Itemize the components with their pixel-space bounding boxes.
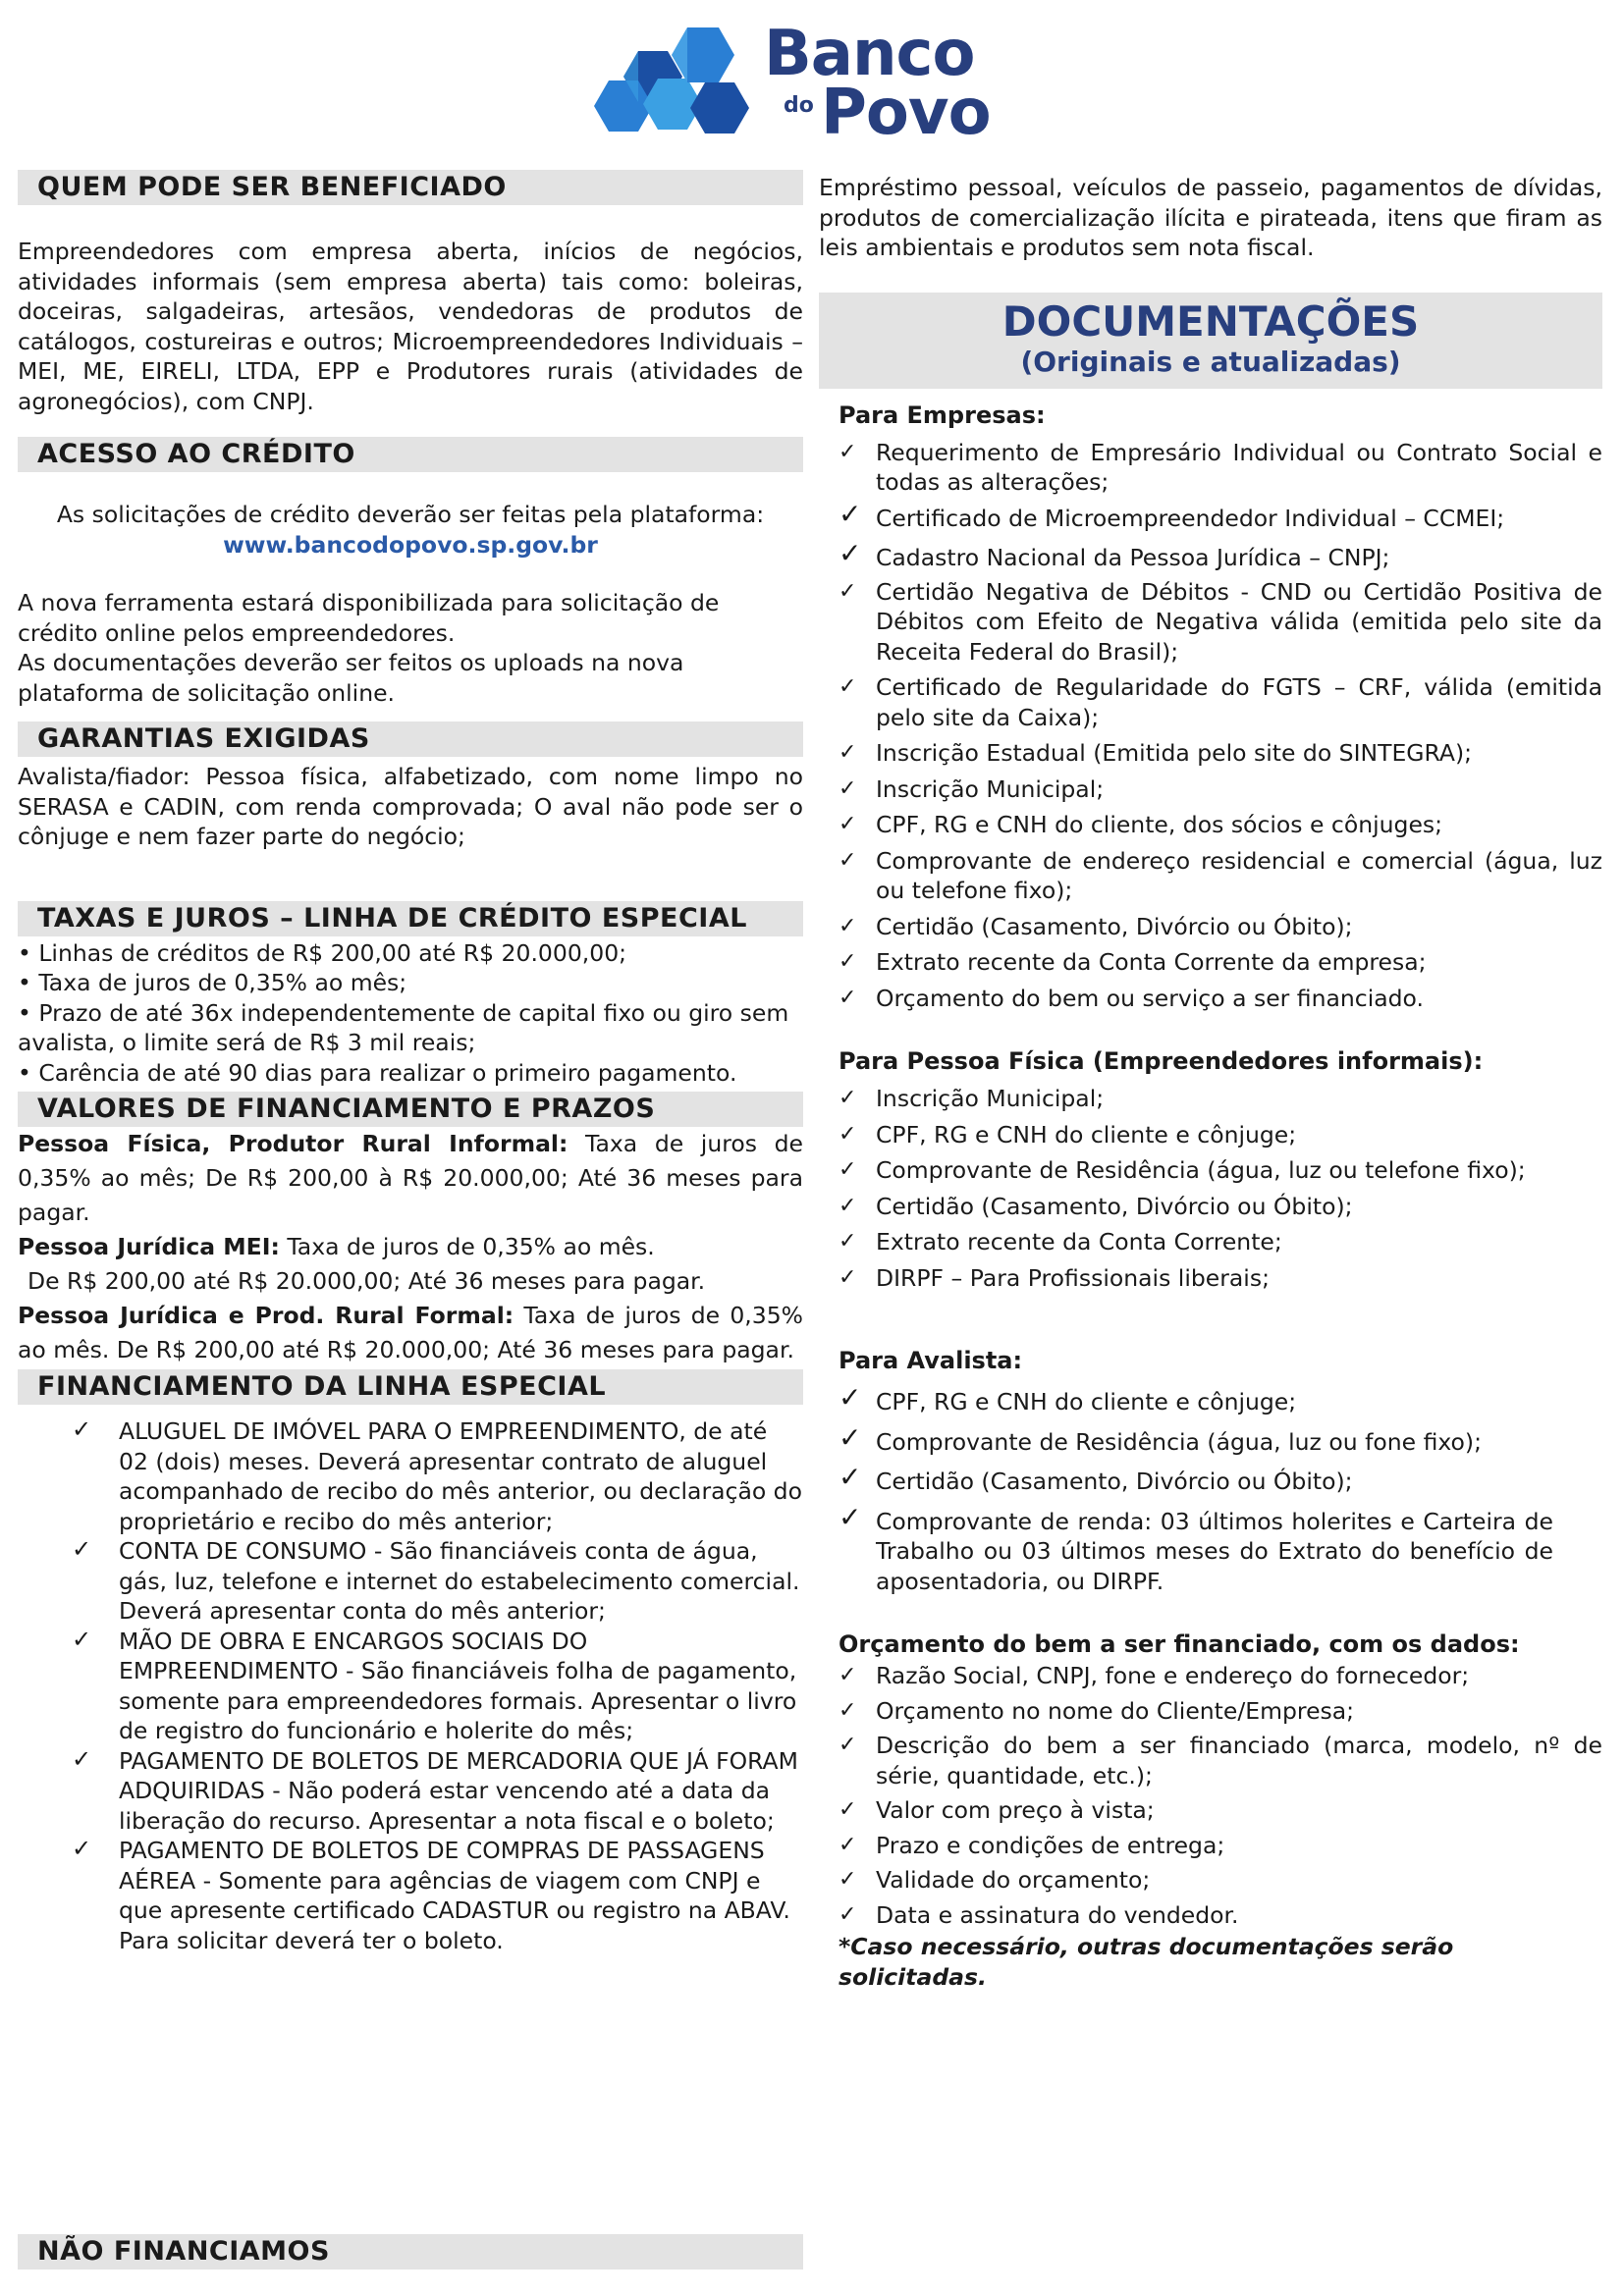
valores-pf-text: Taxa de juros de 0,35% ao mês; De R$ 200,00 à R$ 20.000,00; Até 36 meses para pagar. — [18, 1130, 804, 1226]
documentacoes-header — [819, 293, 1602, 389]
check-icon: ✓ — [839, 1733, 857, 1757]
avalista-item-text: Comprovante de renda: 03 últimos holerites e Carteira de Trabalho ou 03 últimos meses do Extrato do benefício de aposentadoria, ou DIRPF. — [876, 1507, 1553, 1595]
financiamento-list — [18, 1416, 803, 1955]
list-item — [839, 1795, 1602, 1826]
list-item — [72, 1836, 803, 1955]
right-column — [819, 173, 1602, 1992]
list-item — [839, 438, 1602, 498]
taxas-item: • Prazo de até 36x independentemente de capital fixo ou giro sem avalista, o limite será de R$ 3 mil reais; — [18, 998, 789, 1056]
section-header-nao-financiamos: NÃO FINANCIAMOS — [18, 2234, 803, 2269]
list-item — [839, 1084, 1602, 1114]
list-item — [839, 984, 1602, 1014]
list-item — [839, 1263, 1602, 1294]
check-icon: ✓ — [839, 1193, 857, 1218]
empresas-item-text: Inscrição Estadual (Emitida pelo site do SINTEGRA); — [876, 739, 1473, 767]
list-item — [839, 1381, 1602, 1417]
valores-mei-text: Taxa de juros de 0,35% ao mês. — [279, 1233, 655, 1260]
acesso-text-1: A nova ferramenta estará disponibilizada para solicitação de crédito online pelos empreendedores. — [18, 589, 720, 647]
financiamento-item-text: CONTA DE CONSUMO - São financiáveis conta de água, gás, luz, telefone e internet do estabelecimento comercial. Deverá apresentar conta do mês anterior; — [119, 1537, 800, 1625]
check-icon: ✓ — [839, 913, 857, 938]
avalista-list — [839, 1381, 1602, 1596]
check-icon: ✓ — [839, 949, 857, 974]
brand-name-povo: Povo — [821, 77, 991, 149]
empresas-item-text: Extrato recente da Conta Corrente da empresa; — [876, 948, 1427, 976]
list-item — [839, 1661, 1602, 1691]
list-item — [839, 1831, 1602, 1861]
check-icon: ✓ — [839, 497, 862, 530]
documentacoes-title: DOCUMENTAÇÕES — [1001, 296, 1420, 346]
acesso-text-2: As documentações deverão ser feitos os uploads na nova plataforma de solicitação online. — [18, 649, 684, 707]
list-item — [839, 537, 1602, 573]
list-item — [839, 672, 1602, 732]
list-item — [839, 912, 1602, 942]
taxas-item: • Linhas de créditos de R$ 200,00 até R$ 20.000,00; — [18, 938, 627, 967]
check-icon: ✓ — [839, 1697, 857, 1723]
check-icon: ✓ — [839, 1381, 862, 1414]
financiamento-item-text: ALUGUEL DE IMÓVEL PARA O EMPREENDIMENTO, de até 02 (dois) meses. Deverá apresentar contrato de aluguel acompanhado de recibo do mês anterior, ou declaração do proprietário e recibo do mês anterior; — [119, 1417, 802, 1535]
valores-mei — [18, 1230, 803, 1264]
valores-pf — [18, 1127, 803, 1230]
documentacoes-subtitle: (Originais e atualizadas) — [1020, 345, 1401, 378]
check-icon: ✓ — [839, 740, 857, 765]
orcamento-item-text: Orçamento no nome do Cliente/Empresa; — [876, 1696, 1355, 1725]
valores-mei-label: Pessoa Jurídica MEI: — [18, 1233, 280, 1260]
brand-name-do: do — [784, 93, 814, 118]
list-item — [839, 1900, 1602, 1931]
empresas-list — [839, 438, 1602, 1014]
avalista-item-text: CPF, RG e CNH do cliente e cônjuge; — [876, 1388, 1297, 1415]
empresas-item-text: Certidão (Casamento, Divórcio ou Óbito); — [876, 912, 1353, 940]
empresas-item-text: Requerimento de Empresário Individual ou Contrato Social e todas as alterações; — [876, 438, 1602, 496]
check-icon: ✓ — [72, 1744, 92, 1773]
pf-item-text: Inscrição Municipal; — [876, 1085, 1105, 1112]
check-icon: ✓ — [839, 1264, 857, 1290]
financiamento-item-text: PAGAMENTO DE BOLETOS DE COMPRAS DE PASSAGENS AÉREA - Somente para agências de viagem com CNPJ e que apresente certificado CADASTUR ou registro na ABAV. Para solicitar deverá ter o boleto. — [119, 1837, 790, 1954]
check-icon: ✓ — [72, 1835, 92, 1862]
empresas-item-text: Cadastro Nacional da Pessoa Jurídica – CNPJ; — [876, 544, 1390, 571]
pf-item-text: DIRPF – Para Profissionais liberais; — [876, 1263, 1270, 1292]
empresas-item-text: Comprovante de endereço residencial e comercial (água, luz ou telefone fixo); — [876, 846, 1602, 904]
section-header-valores: VALORES DE FINANCIAMENTO E PRAZOS — [18, 1092, 803, 1127]
check-icon: ✓ — [839, 1867, 857, 1892]
garantias-text: Avalista/fiador: Pessoa física, alfabetizado, com nome limpo no SERASA e CADIN, com renda comprovada; O aval não pode ser o cônjuge e nem fazer parte do negócio; — [18, 763, 803, 850]
taxas-item: • Taxa de juros de 0,35% ao mês; — [18, 969, 407, 996]
check-icon: ✓ — [839, 1797, 857, 1822]
check-icon: ✓ — [839, 812, 857, 836]
check-icon: ✓ — [839, 1500, 862, 1533]
orcamento-item-text: Data e assinatura do vendedor. — [876, 1900, 1239, 1929]
list-item — [839, 738, 1602, 769]
valores-mei-text-2: De R$ 200,00 até R$ 20.000,00; Até 36 meses para pagar. — [27, 1267, 706, 1295]
section-header-acesso: ACESSO AO CRÉDITO — [18, 437, 803, 472]
taxas-item: • Carência de até 90 dias para realizar o primeiro pagamento. — [18, 1058, 737, 1087]
brand-name-banco: Banco — [764, 18, 975, 90]
check-icon: ✓ — [839, 1420, 862, 1454]
empresas-item-text: Certificado de Regularidade do FGTS – CRF, válida (emitida pelo site da Caixa); — [876, 673, 1602, 731]
pf-item-text: Comprovante de Residência (água, luz ou telefone fixo); — [876, 1156, 1526, 1184]
list-item — [839, 1227, 1602, 1257]
list-item — [839, 1865, 1602, 1896]
avalista-heading: Para Avalista: — [839, 1347, 1023, 1374]
check-icon: ✓ — [839, 847, 857, 873]
pf-heading: Para Pessoa Física (Empreendedores informais): — [839, 1047, 1484, 1075]
list-item — [839, 810, 1602, 840]
check-icon: ✓ — [72, 1625, 92, 1653]
financiamento-item-text: PAGAMENTO DE BOLETOS DE MERCADORIA QUE JÁ FORAM ADQUIRIDAS - Não poderá estar vencendo até a data da liberação do recurso. Apresentar a nota fiscal e o boleto; — [119, 1746, 798, 1835]
check-icon: ✓ — [839, 775, 857, 801]
pf-item-text: Extrato recente da Conta Corrente; — [876, 1228, 1282, 1255]
list-item — [839, 1192, 1602, 1222]
quem-text: Empreendedores com empresa aberta, inícios de negócios, atividades informais (sem empresa aberta) tais como: boleiras, doceiras, salgadeiras, artesãos, vendedoras de produtos de catálogos, costureiras e outros; Microempreendedores Individuais – MEI, ME, EIRELI, LTDA, EPP e Produtores rurais (atividades de agronegócios), com CNPJ. — [18, 238, 803, 415]
nao-financiamos-text: Empréstimo pessoal, veículos de passeio, pagamentos de dívidas, produtos de comercialização ilícita e pirateada, itens que firam as leis ambientais e produtos sem nota fiscal. — [819, 174, 1602, 261]
empresas-item-text: Certificado de Microempreendedor Individual – CCMEI; — [876, 504, 1505, 532]
list-item — [839, 947, 1602, 978]
check-icon: ✓ — [839, 1663, 857, 1687]
footnote: *Caso necessário, outras documentações serão solicitadas. — [839, 1933, 1454, 1991]
valores-pf-label: Pessoa Física, Produtor Rural Informal: — [18, 1130, 568, 1157]
list-item — [839, 1696, 1602, 1727]
valores-pj-label: Pessoa Jurídica e Prod. Rural Formal: — [18, 1302, 514, 1329]
check-icon: ✓ — [839, 1461, 862, 1493]
section-header-garantias: GARANTIAS EXIGIDAS — [18, 721, 803, 757]
orcamento-item-text: Valor com preço à vista; — [876, 1796, 1155, 1824]
list-item — [839, 1120, 1602, 1150]
empresas-item-text: Orçamento do bem ou serviço a ser financiado. — [876, 984, 1424, 1012]
check-icon: ✓ — [839, 1901, 857, 1927]
check-icon: ✓ — [72, 1415, 92, 1443]
empresas-heading: Para Empresas: — [839, 400, 1046, 429]
list-item — [839, 774, 1602, 805]
check-icon: ✓ — [72, 1535, 92, 1563]
orcamento-item-text: Validade do orçamento; — [876, 1866, 1151, 1894]
list-item — [839, 1731, 1602, 1790]
valores-pj-text: Taxa de juros de 0,35% ao mês. De R$ 200,00 até R$ 20.000,00; Até 36 meses para pagar. — [18, 1302, 803, 1363]
financiamento-item-text: MÃO DE OBRA E ENCARGOS SOCIAIS DO EMPREENDIMENTO - São financiáveis folha de pagamento, somente para empreendedores formais. Apresentar o livro de registro do funcionário e holerite do mês; — [119, 1627, 797, 1744]
check-icon: ✓ — [839, 1832, 857, 1857]
list-item — [72, 1416, 803, 1536]
pf-list — [839, 1084, 1602, 1293]
check-icon: ✓ — [839, 1229, 857, 1254]
check-icon: ✓ — [839, 1121, 857, 1147]
check-icon: ✓ — [839, 985, 857, 1010]
check-icon: ✓ — [839, 439, 857, 464]
list-item — [839, 497, 1602, 534]
list-item — [839, 1155, 1602, 1186]
list-item — [72, 1627, 803, 1746]
orcamento-item-text: Razão Social, CNPJ, fone e endereço do fornecedor; — [876, 1662, 1470, 1689]
pf-item-text: CPF, RG e CNH do cliente e cônjuge; — [876, 1120, 1297, 1148]
check-icon: ✓ — [839, 537, 862, 569]
section-header-taxas: TAXAS E JUROS – LINHA DE CRÉDITO ESPECIAL — [18, 901, 803, 936]
section-header-financiamento: FINANCIAMENTO DA LINHA ESPECIAL — [18, 1369, 803, 1405]
valores-pj — [18, 1299, 803, 1367]
list-item — [72, 1536, 803, 1627]
orcamento-list — [839, 1661, 1602, 1930]
check-icon: ✓ — [839, 1086, 857, 1110]
list-item — [839, 577, 1602, 667]
pf-item-text: Certidão (Casamento, Divórcio ou Óbito); — [876, 1192, 1353, 1220]
list-item — [839, 846, 1602, 906]
section-header-quem: QUEM PODE SER BENEFICIADO — [18, 170, 803, 205]
taxas-list — [18, 938, 803, 1089]
empresas-item-text: Inscrição Municipal; — [876, 774, 1105, 803]
left-column — [18, 170, 803, 1955]
check-icon: ✓ — [839, 1157, 857, 1182]
acesso-url-link[interactable]: www.bancodopovo.sp.gov.br — [223, 530, 598, 559]
check-icon: ✓ — [839, 578, 857, 604]
list-item — [839, 1420, 1602, 1458]
acesso-intro: As solicitações de crédito deverão ser feitas pela plataforma: — [56, 501, 765, 528]
orcamento-item-text: Descrição do bem a ser financiado (marca, modelo, nº de série, quantidade, etc.); — [876, 1732, 1602, 1789]
avalista-item-text: Certidão (Casamento, Divórcio ou Óbito); — [876, 1468, 1353, 1495]
empresas-item-text: Certidão Negativa de Débitos - CND ou Certidão Positiva de Débitos com Efeito de Negativa válida (emitida pelo site da Receita Federal do Brasil); — [876, 577, 1602, 666]
list-item — [839, 1500, 1602, 1597]
check-icon: ✓ — [839, 674, 857, 699]
avalista-item-text: Comprovante de Residência (água, luz ou fone fixo); — [876, 1427, 1483, 1456]
list-item — [72, 1746, 803, 1837]
orcamento-item-text: Prazo e condições de entrega; — [876, 1831, 1225, 1859]
list-item — [839, 1461, 1602, 1497]
empresas-item-text: CPF, RG e CNH do cliente, dos sócios e cônjuges; — [876, 811, 1443, 838]
orcamento-heading: Orçamento do bem a ser financiado, com os dados: — [839, 1630, 1520, 1658]
